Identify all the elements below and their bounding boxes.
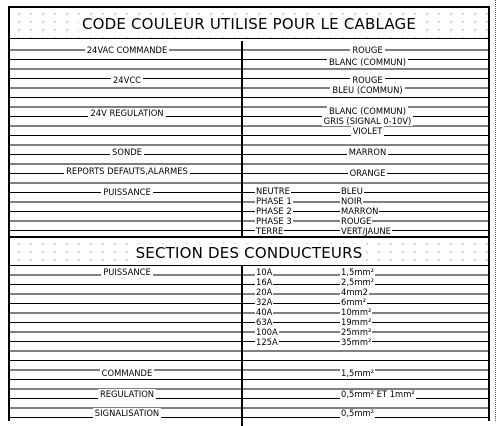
row-label-24v-regulation: 24V REGULATION [90,108,164,118]
cable-section: 35mm² [341,337,372,347]
color-code-table [10,41,488,236]
phase-name: PHASE 3 [256,216,292,226]
amperage: 63A [256,317,273,327]
row-label-commande: COMMANDE [101,368,153,378]
phase-color: MARRON [341,206,379,216]
color-value: GRIS (SIGNAL 0-10V) [323,116,412,126]
row-label-24vac: 24VAC COMMANDE [86,45,168,55]
row-label-regulation: REGULATION [99,389,155,399]
color-code-title-bar [10,8,488,39]
color-value: MARRON [348,147,387,157]
amperage: 32A [256,297,273,307]
amperage: 40A [256,307,273,317]
amperage: 100A [256,327,278,337]
row-label-24vcc: 24VCC [112,75,142,85]
phase-name: NEUTRE [256,186,290,196]
color-code-title: CODE COULEUR UTILISE POUR LE CABLAGE [79,15,419,33]
wiring-spec-sheet [8,6,490,421]
amperage: 20A [256,287,273,297]
cable-section: 4mm2 [341,287,368,297]
row-label-puissance-section: PUISSANCE [103,267,151,277]
color-value: BLANC (COMMUN) [329,57,406,67]
amperage: 125A [256,337,278,347]
cable-section: 0,5mm² ET 1mm² [341,389,415,399]
cable-section: 25mm² [341,327,372,337]
phase-color: BLEU [341,186,363,196]
color-value: ROUGE [352,45,383,55]
conductor-table [10,266,488,426]
page-edge-dotted-line [495,0,496,421]
color-value: BLANC (COMMUN) [329,106,406,116]
amperage: 16A [256,277,273,287]
color-value: ORANGE [349,168,386,178]
row-label-reports-defauts: REPORTS DEFAUTS,ALARMES [66,166,188,176]
row-label-puissance: PUISSANCE [103,187,151,197]
color-value: BLEU (COMMUN) [332,85,403,95]
cable-section: 1,5mm² [341,267,374,277]
row-label-sonde: SONDE [112,147,142,157]
cable-section: 0,5mm² [341,408,374,418]
color-value: ROUGE [352,75,383,85]
cable-section: 6mm² [341,297,367,307]
phase-name: PHASE 1 [256,196,292,206]
phase-color: VERT/JAUNE [341,226,391,236]
conductor-title: SECTION DES CONDUCTEURS [133,244,366,262]
cable-section: 1,5mm² [341,368,374,378]
amperage: 10A [256,267,273,277]
phase-color: NOIR [341,196,363,206]
phase-name: PHASE 2 [256,206,292,216]
cable-section: 19mm² [341,317,372,327]
color-code-column-divider [241,41,243,236]
conductor-column-divider [241,266,243,426]
color-value: VIOLET [352,126,383,136]
phase-color: ROUGE [341,216,372,226]
row-label-signalisation: SIGNALISATION [94,408,160,418]
conductor-title-bar [10,238,488,266]
cable-section: 2,5mm² [341,277,374,287]
cable-section: 10mm² [341,307,372,317]
phase-name: TERRE [256,226,284,236]
